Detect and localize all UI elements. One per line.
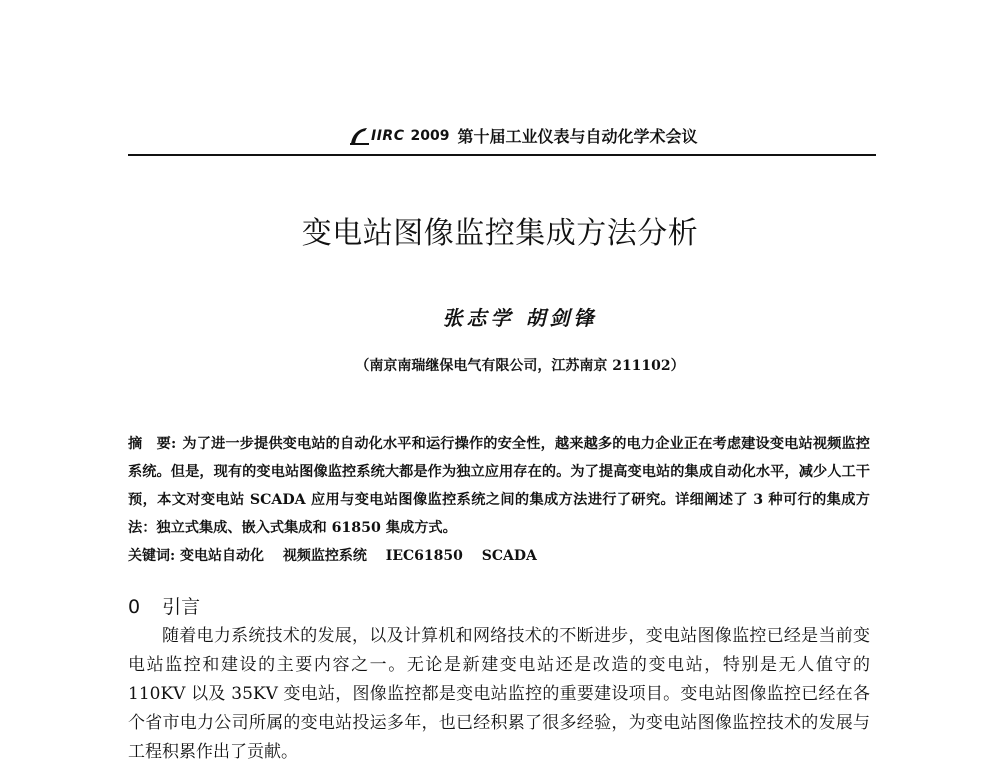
- keyword-item: 变电站自动化: [180, 548, 265, 564]
- conference-name: 第十届工业仪表与自动化学术会议: [457, 127, 698, 146]
- section-title: 引言: [162, 596, 201, 618]
- abstract-text: 为了进一步提供变电站的自动化水平和运行操作的安全性，越来越多的电力企业正在考虑建设变电站视频监控系统。但是，现有的变电站图像监控系统大都是作为独立应用存在的。为了提高变电站的集成自动化水平，减少人工干预，本文对变电站 SCADA 应用与变电站图像监控系统之间的集成方法进行了研究。详细阐述了 3 种可行的集成方法：独立式集成、嵌入式集成和 61850 集成方式。: [128, 436, 870, 536]
- conference-logo: [348, 126, 404, 146]
- header-content: [348, 124, 697, 147]
- keywords-label: 关键词:: [128, 548, 176, 564]
- section-heading: [128, 592, 200, 619]
- keyword-item: IEC61850: [385, 548, 463, 564]
- abstract: [128, 430, 870, 542]
- keyword-item: SCADA: [481, 548, 537, 564]
- body-text: [128, 622, 870, 767]
- logo-swoosh-icon: [348, 126, 370, 146]
- body-paragraph: 随着电力系统技术的发展，以及计算机和网络技术的不断进步，变电站图像监控已经是当前变电站监控和建设的主要内容之一。无论是新建变电站还是改造的变电站，特别是无人值守的 110KV 以及 35KV 变电站，图像监控都是变电站监控的重要建设项目。变电站图像监控已经在各个省市电力公司所属的变电站投运多年，也已经积累了很多经验，为变电站图像监控技术的发展与工程积累作出了贡献。: [128, 626, 870, 762]
- keywords: [128, 542, 870, 570]
- abstract-label: 摘 要:: [128, 436, 177, 452]
- paper-authors: 张志学 胡剑锋: [442, 306, 598, 330]
- paper-affiliation: （南京南瑞继保电气有限公司，江苏南京 211102）: [355, 358, 685, 374]
- logo-wordmark: IIRC: [371, 127, 405, 144]
- section-number: 0: [128, 596, 141, 618]
- keyword-item: 视频监控系统: [282, 548, 367, 564]
- running-header: [128, 122, 876, 156]
- paper-title: 变电站图像监控集成方法分析: [301, 216, 699, 251]
- conference-year: 2009: [410, 127, 450, 144]
